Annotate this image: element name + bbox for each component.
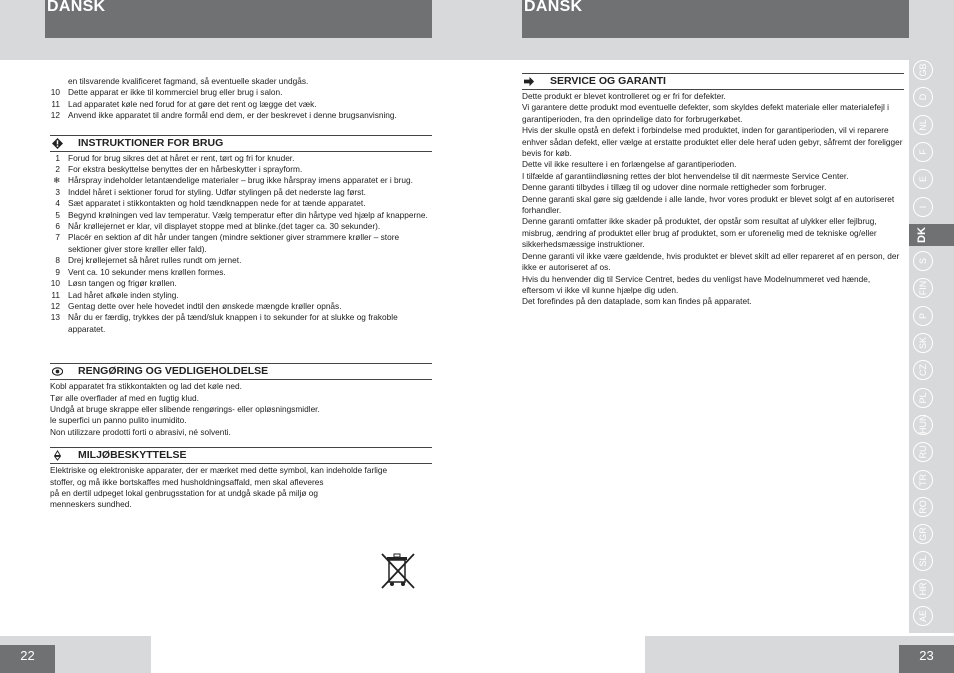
language-tab-d[interactable]: [913, 87, 933, 107]
language-tab-p[interactable]: [913, 306, 933, 326]
instruction-item: [50, 187, 432, 198]
safety-item-text: Lad apparatet køle ned forud for at gøre det rent og lægge det væk.: [68, 98, 317, 109]
language-tab-label: D: [918, 94, 928, 101]
instruction-item-number: 9: [55, 266, 60, 277]
intro-continuation: en tilsvarende kvalificeret fagmand, så eventuelle skader undgås.: [68, 76, 309, 86]
language-tab-sk[interactable]: [913, 333, 933, 353]
instruction-item-number: 2: [55, 164, 60, 175]
instruction-item-text: Sæt apparatet i stikkontakten og hold tændknappen nede for at tænde apparatet.: [68, 198, 366, 209]
instruction-item: [50, 301, 432, 312]
language-tab-label: FIN: [918, 281, 928, 296]
language-tab-label: GB: [918, 63, 928, 77]
service-line: Det forefindes på den dataplade, som kan findes på apparatet.: [522, 296, 752, 307]
instructions-list: [50, 153, 432, 336]
right-column: [522, 73, 904, 308]
instruction-item-text: Løsn tangen og frigør krøllen.: [68, 278, 177, 289]
language-tab-label: I: [918, 205, 928, 208]
safety-item: [50, 99, 432, 110]
service-line: Vi garantere dette produkt mod eventuelle defekter, som skyldes defekt materiale eller materialefejl i garantiperioden, fra den oprindelige dato for forbrugerkøbet.: [522, 102, 889, 124]
page-number-left: 22: [0, 645, 55, 673]
instruction-item-text: Vent ca. 10 sekunder mens krøllen formes.: [68, 266, 226, 277]
environment-line: stoffer, og må ikke bortskaffes med husholdningsaffald, men skal afleveres: [50, 476, 324, 487]
language-tab-label: HUN: [918, 414, 928, 434]
cleaning-line: Non utilizzare prodotti forti o abrasivi, né solventi.: [50, 426, 231, 437]
language-tab-sl[interactable]: [913, 551, 933, 571]
language-tab-dk[interactable]: [909, 224, 954, 246]
language-tab-s[interactable]: [913, 251, 933, 271]
instruction-item-number: 7: [55, 232, 60, 243]
service-line: Hvis du henvender dig til Service Centret, bedes du venligst have Modelnummeret ved hænde, eftersom vi ikke vil kunne hjælpe dig uden.: [522, 273, 871, 295]
arrow-right-icon: [524, 76, 535, 87]
instruction-item-text: Gentag dette over hele hovedet indtil den ønskede mængde krøller opnås.: [68, 300, 342, 311]
language-tab-label: SL: [918, 555, 928, 567]
instruction-item-text: Når du er færdig, trykkes der på tænd/sluk knappen i to sekunder for at slukke og frakoble apparatet.: [68, 312, 398, 334]
language-tab-pl[interactable]: [913, 388, 933, 408]
language-tab-label: P: [918, 312, 928, 319]
safety-item: [50, 87, 432, 98]
language-tab-label: SK: [918, 337, 928, 350]
language-tab-label: TR: [918, 473, 928, 486]
instruction-item: [50, 221, 432, 232]
environment-line: på en dertil udpeget lokal genbrugsstation for at undgå skade på miljø og: [50, 487, 318, 498]
crossed-bin-icon: [380, 552, 416, 590]
language-tab-label: F: [918, 149, 928, 155]
instruction-item: [50, 210, 432, 221]
language-tab-label: S: [918, 258, 928, 265]
language-tab-hun[interactable]: [913, 415, 933, 435]
instruction-item-number: 8: [55, 255, 60, 266]
language-tab-cz[interactable]: [913, 360, 933, 380]
service-line: Dette vil ikke resultere i en forlængelse af garantiperioden.: [522, 159, 737, 170]
instruction-item: [50, 278, 432, 289]
cleaning-line: Undgå at bruge skrappe eller slibende rengørings- eller opløsningsmidler.: [50, 403, 320, 414]
instruction-item: [50, 175, 432, 186]
language-tab-tr[interactable]: [913, 470, 933, 490]
instruction-item-text: Når krøllejernet er klar, vil displayet stoppe med at blinke.(det tager ca. 30 sekunder).: [68, 221, 381, 232]
language-tab-hr[interactable]: [913, 579, 933, 599]
environment-title: MILJØBESKYTTELSE: [78, 449, 187, 462]
language-tab-f[interactable]: [913, 142, 933, 162]
safety-item-number: 10: [50, 87, 60, 98]
instruction-item-text: Drej krøllejernet så håret rulles rundt om jernet.: [68, 255, 242, 266]
instruction-item-text: Inddel håret i sektioner forud for styling. Udfør stylingen på det nederste lag først.: [68, 186, 366, 197]
safety-item-number: 12: [50, 110, 60, 121]
instruction-item-number: 1: [55, 152, 60, 163]
instruction-item-number: 4: [55, 198, 60, 209]
instruction-item: [50, 232, 432, 255]
safety-item-text: Anvend ikke apparatet til andre formål end dem, er der beskrevet i denne brugsanvisning.: [68, 110, 397, 121]
environment-line: Elektriske og elektroniske apparater, der er mærket med dette symbol, kan indeholde farlige: [50, 465, 388, 476]
environment-text: [50, 465, 432, 511]
service-line: Denne garanti vil ikke være gældende, hvis produktet er blevet skilt ad eller repareret af en person, der ikke er autoriseret af os.: [522, 250, 900, 273]
cleaning-line: Tør alle overflader af med en fugtig klud.: [50, 392, 199, 403]
instruction-item-text: Begynd krølningen ved lav temperatur. Vælg temperatur efter din hårtype ved hjælp af knapperne.: [68, 209, 428, 220]
language-sidebar: [909, 57, 954, 633]
language-tab-label: PL: [918, 392, 928, 404]
language-tab-ro[interactable]: [913, 497, 933, 517]
instruction-item: [50, 290, 432, 301]
header-right-title: DANSK: [524, 0, 583, 15]
eye-icon: [52, 366, 63, 377]
service-line: Denne garanti tilbydes i tillæg til og udover dine normale rettigheder som forbruger.: [522, 182, 827, 193]
service-text: [522, 91, 904, 308]
header-left: [45, 0, 432, 38]
instruction-item: [50, 164, 432, 175]
language-tab-label: AE: [918, 610, 928, 623]
instruction-item: [50, 267, 432, 278]
service-heading: [522, 73, 904, 90]
safety-item-number: 11: [51, 98, 60, 109]
language-tab-gr[interactable]: [913, 524, 933, 544]
instruction-item-number: 6: [55, 221, 60, 232]
language-tab-e[interactable]: [913, 169, 933, 189]
language-tab-gb[interactable]: [913, 60, 933, 80]
instruction-item: [50, 153, 432, 164]
cleaning-text: [50, 381, 432, 438]
instruction-item-text: Hårspray indeholder letantændelige materialer – brug ikke hårspray imens apparatet er i brug.: [68, 175, 413, 186]
header-right: [522, 0, 909, 38]
instruction-item-number: 5: [55, 209, 60, 220]
instruction-item-number: 12: [50, 300, 60, 311]
safety-list: [50, 87, 432, 121]
page-number-right: 23: [899, 645, 954, 673]
instruction-item-text: Placér en sektion af dit hår under tangen (mindre sektioner giver strammere krøller – store sektioner giver store krøller eller fald).: [68, 232, 400, 254]
language-tab-label: RU: [918, 445, 928, 459]
language-tab-i[interactable]: [913, 197, 933, 217]
instruction-item-number: 3: [55, 186, 60, 197]
language-tab-nl[interactable]: [913, 115, 933, 135]
instructions-heading: [50, 135, 432, 152]
service-line: I tilfælde af garantiindløsning rettes der blot henvendelse til dit nærmeste Service Center.: [522, 170, 849, 181]
header-left-title: DANSK: [47, 0, 106, 15]
safety-item: [50, 110, 432, 121]
language-tab-label: CZ: [918, 364, 928, 377]
language-tab-ru[interactable]: [913, 442, 933, 462]
instruction-item-number: 13: [50, 312, 60, 323]
service-line: Denne garanti skal gøre sig gældende i alle lande, hvor vores produkt er blevet solgt af en autoriseret forhandler.: [522, 193, 895, 216]
cleaning-title: RENGØRING OG VEDLIGEHOLDELSE: [78, 365, 269, 378]
language-tab-label: HR: [918, 582, 928, 596]
language-tab-label: E: [918, 176, 928, 183]
service-line: Dette produkt er blevet kontrolleret og er fri for defekter.: [522, 91, 726, 101]
service-line: Denne garanti omfatter ikke skader på produktet, der opstår som resultat af ulykker eller fejlbrug, misbrug, ændring af produktet eller brug af produktet, som er uforenelig med de tekniske og/eller sikkerhedsmæssige instruktioner.: [522, 216, 877, 250]
service-line: Hvis der skulle opstå en defekt i forbindelse med produktet, inden for garantiperioden, vil vi reparere enhver sådan defekt, eller vælge at erstatte produktet eller dele heraf uden gebyr, såfremt der foreligger bevis for køb.: [522, 125, 903, 159]
safety-item-text: Dette apparat er ikke til kommerciel brug eller brug i salon.: [68, 87, 283, 98]
environment-heading: [50, 447, 432, 464]
cleaning-heading: [50, 363, 432, 380]
instruction-item-number: ❄: [53, 175, 60, 186]
language-tab-label: RO: [918, 500, 928, 514]
warning-icon: [52, 138, 63, 149]
cleaning-line: Kobl apparatet fra stikkontakten og lad det køle ned.: [50, 381, 242, 392]
instruction-item-number: 11: [51, 289, 60, 300]
language-tab-fin[interactable]: [913, 278, 933, 298]
instruction-item-text: For ekstra beskyttelse benyttes der en hårbeskytter i sprayform.: [68, 164, 303, 175]
language-tab-label: GR: [918, 527, 928, 541]
instruction-item: [50, 198, 432, 209]
instruction-item: [50, 312, 432, 335]
instruction-item-text: Lad håret afkøle inden styling.: [68, 289, 179, 300]
cleaning-line: le superfici un panno pulito inumidito.: [50, 415, 187, 426]
language-tab-ae[interactable]: [913, 606, 933, 626]
environment-line: menneskers sundhed.: [50, 499, 132, 510]
instruction-item-number: 10: [50, 278, 60, 289]
service-title: SERVICE OG GARANTI: [550, 75, 666, 87]
language-tab-label: NL: [918, 118, 928, 131]
instruction-item-text: Forud for brug sikres det at håret er rent, tørt og fri for knuder.: [68, 152, 295, 163]
language-tab-label: DK: [916, 226, 928, 243]
instruction-item: [50, 255, 432, 266]
instructions-title: INSTRUKTIONER FOR BRUG: [78, 136, 224, 149]
left-column: [50, 76, 432, 511]
recycle-icon: [52, 450, 63, 461]
